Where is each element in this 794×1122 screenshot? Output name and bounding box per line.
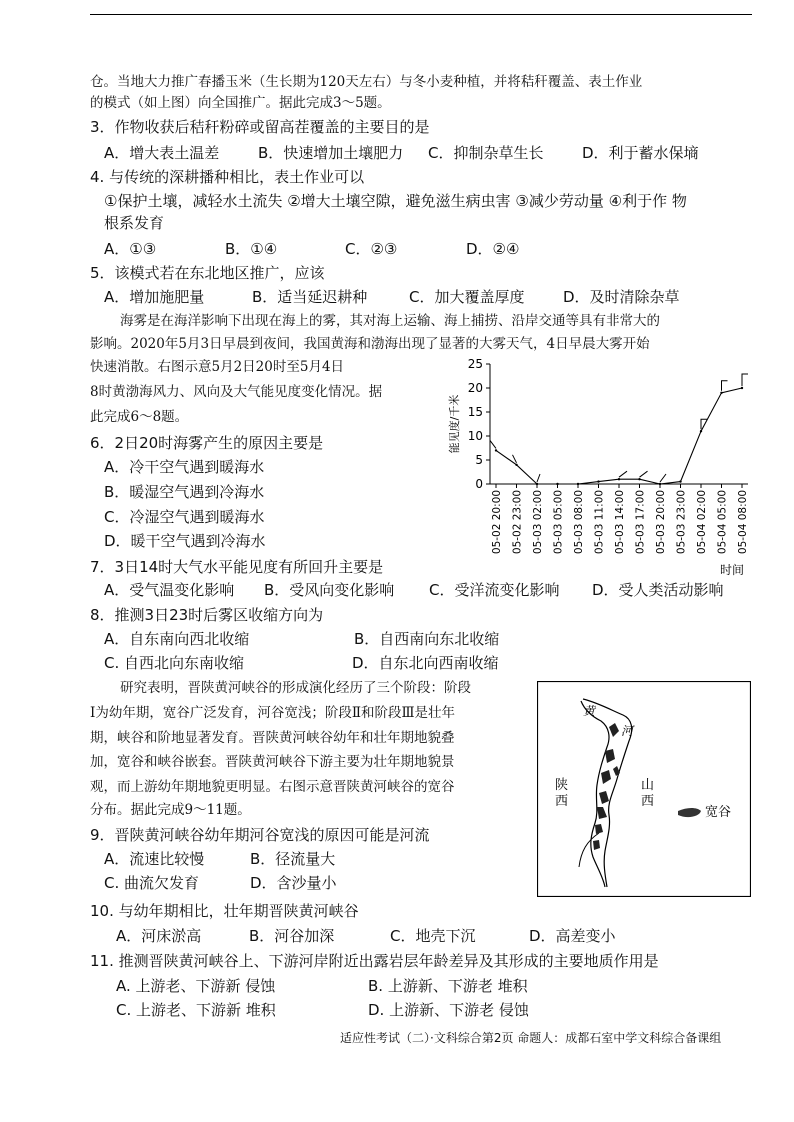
wind-barb [490,440,496,448]
label-shanxi-1: 山 [641,778,655,793]
label-yellow-river-2: 河 [621,724,634,738]
gorge-passage-line-2: Ⅰ为幼年期，宽谷广泛发育，河谷宽浅；阶段Ⅱ和阶段Ⅲ是壮年 [90,705,456,721]
visibility-point [741,387,743,389]
q3-option-a: A．增大表土温差 [104,144,220,162]
q3-option-d: D．利于蓄水保墒 [582,144,699,162]
x-tick-label: 05-04 02:00 [696,490,708,555]
intro-line-2: 的模式（如上图）向全国推广。据此完成3～5题。 [90,95,391,111]
wind-barb [513,455,517,463]
q9-option-d: D．含沙量小 [250,874,337,892]
fog-passage-line-1: 海雾是在海洋影响下出现在海上的雾，其对海上运输、海上捕捞、沿岸交通等具有非常大的 [120,313,660,329]
q5-option-b: B．适当延迟耕种 [252,288,368,306]
gorge-passage-line-6: 分布。据此完成9～11题。 [90,802,251,818]
q10-option-b: B．河谷加深 [249,927,335,945]
fog-passage-line-3: 快速消散。右图示意5月2日20时至5月4日 [90,359,345,375]
visibility-series-line [496,388,742,484]
top-rule [90,14,752,15]
visibility-chart [440,352,760,582]
label-yellow-river-1: 黄 [583,704,596,718]
intro-line-1: 仓。当地大力推广春播玉米（生长期为120天左右）与冬小麦种植，并将秸秆覆盖、表土作业 [90,74,643,90]
q7-option-a: A．受气温变化影响 [104,581,235,599]
fog-passage-line-5: 此完成6～8题。 [90,409,189,425]
gorge-passage-line-3: 期，峡谷和阶地显著发育。晋陕黄河峡谷幼年和壮年期地貌叠 [90,730,455,746]
y-tick-label: 15 [467,405,483,419]
q11-stem: 11. 推测晋陕黄河峡谷上、下游河岸附近出露岩层年龄差异及其形成的主要地质作用是 [90,952,659,970]
q8-option-c: C. 自西北向东南收缩 [104,654,245,672]
visibility-point [638,478,640,480]
label-shaanxi-2: 西 [555,794,569,809]
q10-option-c: C．地壳下沉 [390,927,476,945]
gorge-passage-line-4: 加，宽谷和峡谷嵌套。晋陕黄河峡谷下游主要为壮年期地貌景 [90,754,455,770]
wind-barb [722,381,728,391]
wind-barb [537,474,540,482]
wind-barb [660,474,666,482]
label-shanxi-2: 西 [641,794,655,809]
visibility-point [515,464,517,466]
x-tick-label: 05-03 05:00 [552,490,565,555]
visibility-point [618,478,620,480]
x-tick-label: 05-04 05:00 [716,490,729,555]
y-tick-label: 20 [467,381,483,395]
legend-wide-valley-label: 宽谷 [705,805,732,820]
q8-option-a: A．自东南向西北收缩 [104,630,250,648]
x-tick-label: 05-03 23:00 [675,490,688,555]
x-tick-label: 05-04 08:00 [737,490,749,555]
q8-stem: 8．推测3日23时后雾区收缩方向为 [90,606,324,624]
visibility-point [536,483,538,485]
q11-option-d: D. 上游新、下游老 侵蚀 [368,1001,529,1019]
visibility-point [679,480,681,482]
q10-option-a: A．河床淤高 [116,927,202,945]
x-tick-label: 05-03 17:00 [634,490,647,555]
q6-option-d: D．暖干空气遇到冷海水 [104,532,266,550]
fog-passage-line-4: 8时黄渤海风力、风向及大气能见度变化情况。据 [90,384,383,400]
q3-option-c: C．抑制杂草生长 [428,144,544,162]
q3-stem: 3．作物收获后秸秆粉碎或留高茬覆盖的主要目的是 [90,118,430,136]
visibility-point [659,483,661,485]
visibility-point [700,430,702,432]
q9-option-b: B．径流量大 [250,850,336,868]
q7-option-b: B．受风向变化影响 [264,581,395,599]
x-tick-label: 05-02 23:00 [511,490,524,555]
visibility-point [495,449,497,451]
q4-stem: 4. 与传统的深耕播种相比，表土作业可以 [90,168,365,186]
x-tick-label: 05-03 08:00 [573,490,585,555]
wind-barb [742,374,748,386]
q11-option-b: B. 上游新、下游老 堆积 [368,977,528,995]
visibility-point [720,392,722,394]
visibility-point [556,483,558,485]
q4-option-c: C．②③ [345,240,398,258]
y-tick-label: 0 [475,477,483,491]
label-shaanxi-1: 陕 [555,778,569,793]
q4-option-b: B．①④ [225,240,278,258]
q8-option-b: B．自西南向东北收缩 [354,630,500,648]
q4-option-a: A．①③ [104,240,157,258]
y-tick-label: 5 [475,453,483,467]
q3-option-b: B．快速增加土壤肥力 [258,144,404,162]
x-tick-label: 05-03 20:00 [655,490,667,555]
gorge-passage-line-1: 研究表明，晋陕黄河峡谷的形成演化经历了三个阶段：阶段 [120,680,471,696]
q9-option-a: A．流速比较慢 [104,850,205,868]
page-footer: 适应性考试（二）·文科综合第2页 命题人：成都石室中学文科综合备课组 [340,1031,722,1045]
q6-stem: 6．2日20时海雾产生的原因主要是 [90,434,324,452]
y-tick-label: 25 [467,357,483,371]
q9-option-c: C. 曲流欠发育 [104,874,200,892]
x-axis-label: 时间 [719,563,745,577]
q7-option-c: C．受洋流变化影响 [429,581,560,599]
fog-passage-line-2: 影响。2020年5月3日早晨到夜间，我国黄海和渤海出现了显著的大雾天气，4日早晨大雾开始 [90,336,650,352]
wind-barb [640,471,648,477]
q4-option-d: D．②④ [466,240,520,258]
x-tick-label: 05-02 20:00 [491,490,503,555]
q6-option-b: B．暖湿空气遇到冷海水 [104,483,265,501]
q11-option-c: C. 上游老、下游新 堆积 [116,1001,276,1019]
q5-stem: 5．该模式若在东北地区推广，应该 [90,264,325,282]
gorge-map [537,681,751,897]
q7-stem: 7．3日14时大气水平能见度有所回升主要是 [90,558,384,576]
x-tick-label: 05-03 14:00 [614,490,626,555]
y-axis-label: 能见度/千米 [448,394,461,454]
q10-option-d: D．高差变小 [529,927,616,945]
q11-option-a: A. 上游老、下游新 侵蚀 [116,977,276,995]
q8-option-d: D．自东北向西南收缩 [352,654,499,672]
x-tick-label: 05-03 02:00 [532,490,544,555]
y-tick-label: 10 [467,429,483,443]
q6-option-a: A．冷干空气遇到暖海水 [104,458,265,476]
q10-stem: 10. 与幼年期相比，壮年期晋陕黄河峡谷 [90,902,359,920]
q7-option-d: D．受人类活动影响 [592,581,724,599]
q5-option-c: C．加大覆盖厚度 [409,288,525,306]
q9-stem: 9．晋陕黄河峡谷幼年期河谷宽浅的原因可能是河流 [90,826,430,844]
wind-barb [619,471,627,477]
q5-option-a: A．增加施肥量 [104,288,205,306]
q5-option-d: D．及时清除杂草 [563,288,680,306]
gorge-passage-line-5: 观，而上游幼年期地貌更明显。右图示意晋陕黄河峡谷的宽谷 [90,779,455,795]
visibility-point [577,483,579,485]
q6-option-c: C．冷湿空气遇到暖海水 [104,508,265,526]
q4-choices-line-2: 根系发育 [104,214,165,232]
visibility-point [597,480,599,482]
x-tick-label: 05-03 11:00 [593,490,606,555]
q4-choices-line: ①保护土壤，减轻水土流失 ②增大土壤空隙，避免滋生病虫害 ③减少劳动量 ④利于作 物 [104,192,687,210]
